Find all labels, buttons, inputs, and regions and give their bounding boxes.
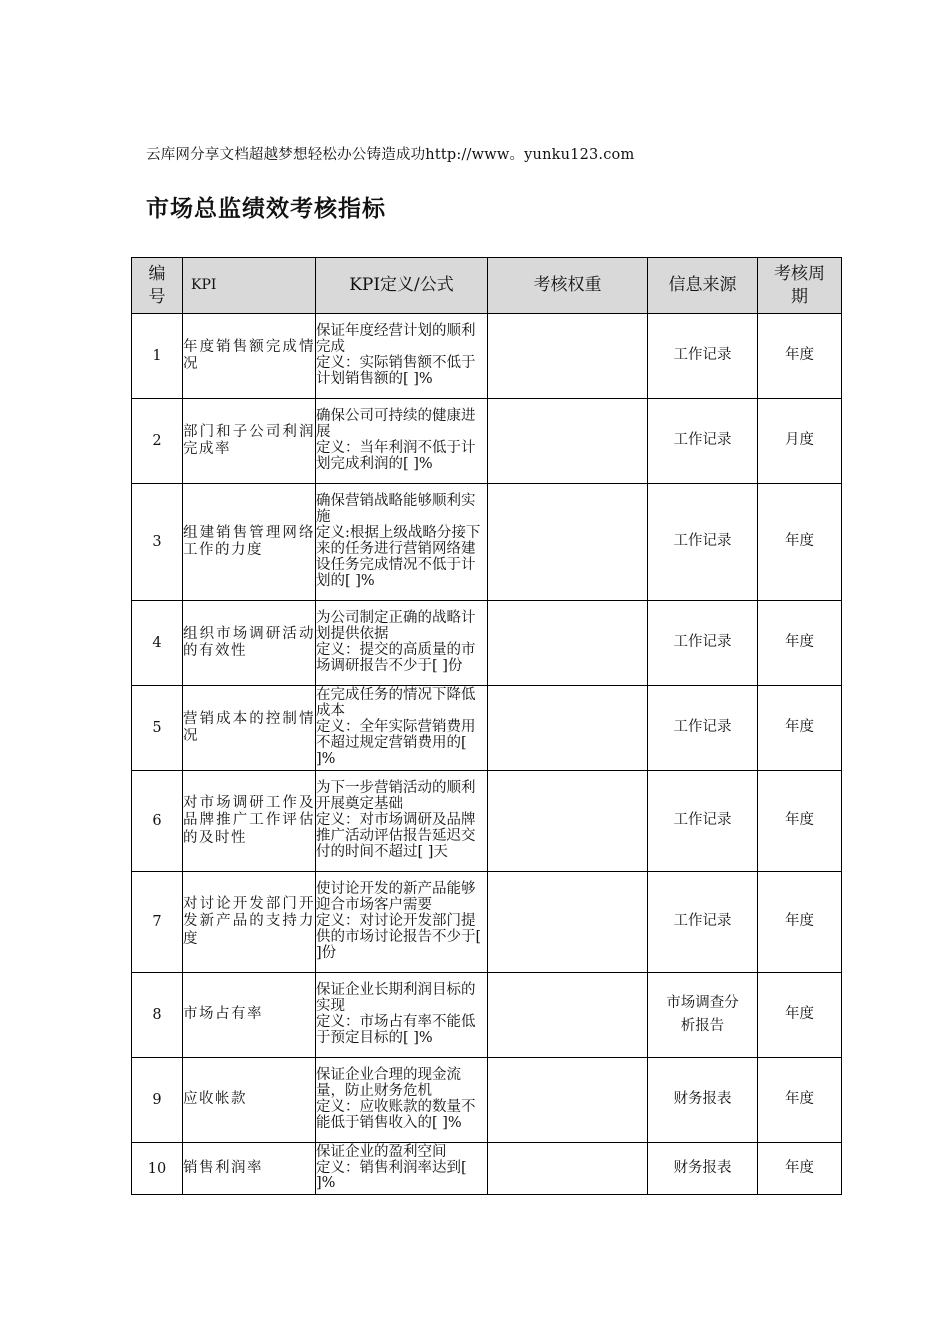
kpi-name: 营销成本的控制情况: [183, 686, 316, 771]
header-period: 考核周期: [758, 258, 842, 314]
document-title: 市场总监绩效考核指标: [146, 196, 386, 222]
info-source: 财务报表: [648, 1143, 758, 1195]
row-number: 3: [132, 484, 183, 601]
definition-formula: 定义：当年利润不低于计划完成利润的[ ]%: [316, 440, 476, 472]
table-row: [132, 1058, 842, 1143]
assessment-period: 年度: [758, 601, 842, 686]
definition-formula: 定义：销售利润率达到[ ]%: [316, 1159, 467, 1192]
kpi-weight: [488, 973, 648, 1058]
info-source: 工作记录: [648, 686, 758, 771]
kpi-name: 对市场调研工作及品牌推广工作评估的及时性: [183, 771, 316, 872]
kpi-definition: [316, 686, 488, 771]
kpi-weight: [488, 484, 648, 601]
kpi-name: 组织市场调研活动的有效性: [183, 601, 316, 686]
definition-formula: 定义:根据上级战略分接下来的任务进行营销网络建设任务完成情况不低于计划的[ ]%: [316, 525, 481, 589]
kpi-definition: [316, 1143, 488, 1195]
header-source: 信息来源: [648, 258, 758, 314]
header-weight: 考核权重: [488, 258, 648, 314]
row-number: 9: [132, 1058, 183, 1143]
info-source: 工作记录: [648, 484, 758, 601]
kpi-definition: [316, 771, 488, 872]
definition-purpose: 为下一步营销活动的顺利开展奠定基础: [316, 780, 476, 813]
assessment-period: 年度: [758, 771, 842, 872]
kpi-definition: [316, 973, 488, 1058]
header-definition: KPI定义/公式: [316, 258, 488, 314]
header-number: 编号: [132, 258, 183, 314]
kpi-weight: [488, 686, 648, 771]
row-number: 8: [132, 973, 183, 1058]
table-row: [132, 484, 842, 601]
kpi-name: 市场占有率: [183, 973, 316, 1058]
kpi-definition: [316, 872, 488, 973]
definition-formula: 定义：全年实际营销费用不超过规定营销费用的[ ]%: [316, 719, 476, 767]
kpi-name: 应收帐款: [183, 1058, 316, 1143]
definition-purpose: 保证年度经营计划的顺利完成: [316, 323, 476, 356]
kpi-definition: [316, 484, 488, 601]
kpi-name: 年度销售额完成情况: [183, 314, 316, 399]
table-row: [132, 399, 842, 484]
row-number: 2: [132, 399, 183, 484]
kpi-name: 对讨论开发部门开发新产品的支持力度: [183, 872, 316, 973]
definition-formula: 定义：对市场调研及品牌推广活动评估报告延迟交付的时间不超过[ ]天: [316, 812, 476, 860]
definition-purpose: 使讨论开发的新产品能够迎合市场客户需要: [316, 881, 476, 914]
definition-purpose: 确保公司可持续的健康进展: [316, 408, 476, 441]
table-row: [132, 686, 842, 771]
info-source: 工作记录: [648, 601, 758, 686]
kpi-name: 组建销售管理网络工作的力度: [183, 484, 316, 601]
info-source: 工作记录: [648, 314, 758, 399]
kpi-weight: [488, 314, 648, 399]
kpi-table: [131, 257, 842, 1195]
assessment-period: 年度: [758, 314, 842, 399]
kpi-definition: [316, 1058, 488, 1143]
assessment-period: 年度: [758, 1143, 842, 1195]
row-number: 1: [132, 314, 183, 399]
kpi-name: 部门和子公司利润完成率: [183, 399, 316, 484]
assessment-period: 月度: [758, 399, 842, 484]
definition-purpose: 保证企业的盈利空间: [316, 1143, 447, 1160]
definition-formula: 定义：提交的高质量的市场调研报告不少于[ ]份: [316, 642, 476, 674]
table-row: [132, 973, 842, 1058]
row-number: 5: [132, 686, 183, 771]
kpi-weight: [488, 601, 648, 686]
table-row: [132, 601, 842, 686]
definition-formula: 定义：实际销售额不低于计划销售额的[ ]%: [316, 355, 476, 387]
info-source: 财务报表: [648, 1058, 758, 1143]
kpi-name: 销售利润率: [183, 1143, 316, 1195]
table-header-row: [132, 258, 842, 314]
kpi-weight: [488, 872, 648, 973]
kpi-weight: [488, 1058, 648, 1143]
definition-purpose: 为公司制定正确的战略计划提供依据: [316, 610, 476, 643]
definition-purpose: 确保营销战略能够顺利实施: [316, 493, 476, 526]
kpi-definition: [316, 314, 488, 399]
definition-formula: 定义：市场占有率不能低于预定目标的[ ]%: [316, 1014, 476, 1046]
document-header-line: 云库网分享文档超越梦想轻松办公铸造成功http://www。yunku123.com: [146, 147, 635, 163]
row-number: 6: [132, 771, 183, 872]
info-source: 工作记录: [648, 872, 758, 973]
kpi-weight: [488, 771, 648, 872]
table-row: [132, 872, 842, 973]
row-number: 4: [132, 601, 183, 686]
info-source: 市场调查分析报告: [648, 973, 758, 1058]
kpi-definition: [316, 399, 488, 484]
table-row: [132, 314, 842, 399]
definition-purpose: 在完成任务的情况下降低成本: [316, 687, 476, 720]
header-kpi: KPI: [183, 258, 316, 314]
row-number: 10: [132, 1143, 183, 1195]
kpi-definition: [316, 601, 488, 686]
assessment-period: 年度: [758, 484, 842, 601]
table-row: [132, 1143, 842, 1195]
assessment-period: 年度: [758, 872, 842, 973]
info-source: 工作记录: [648, 399, 758, 484]
definition-purpose: 保证企业合理的现金流量，防止财务危机: [316, 1067, 461, 1100]
row-number: 7: [132, 872, 183, 973]
assessment-period: 年度: [758, 686, 842, 771]
table-row: [132, 771, 842, 872]
assessment-period: 年度: [758, 1058, 842, 1143]
definition-formula: 定义：对讨论开发部门提供的市场讨论报告不少于[ ]份: [316, 913, 482, 961]
info-source: 工作记录: [648, 771, 758, 872]
definition-formula: 定义：应收账款的数量不能低于销售收入的[ ]%: [316, 1099, 476, 1131]
kpi-weight: [488, 399, 648, 484]
definition-purpose: 保证企业长期利润目标的实现: [316, 982, 476, 1015]
kpi-weight: [488, 1143, 648, 1195]
assessment-period: 年度: [758, 973, 842, 1058]
